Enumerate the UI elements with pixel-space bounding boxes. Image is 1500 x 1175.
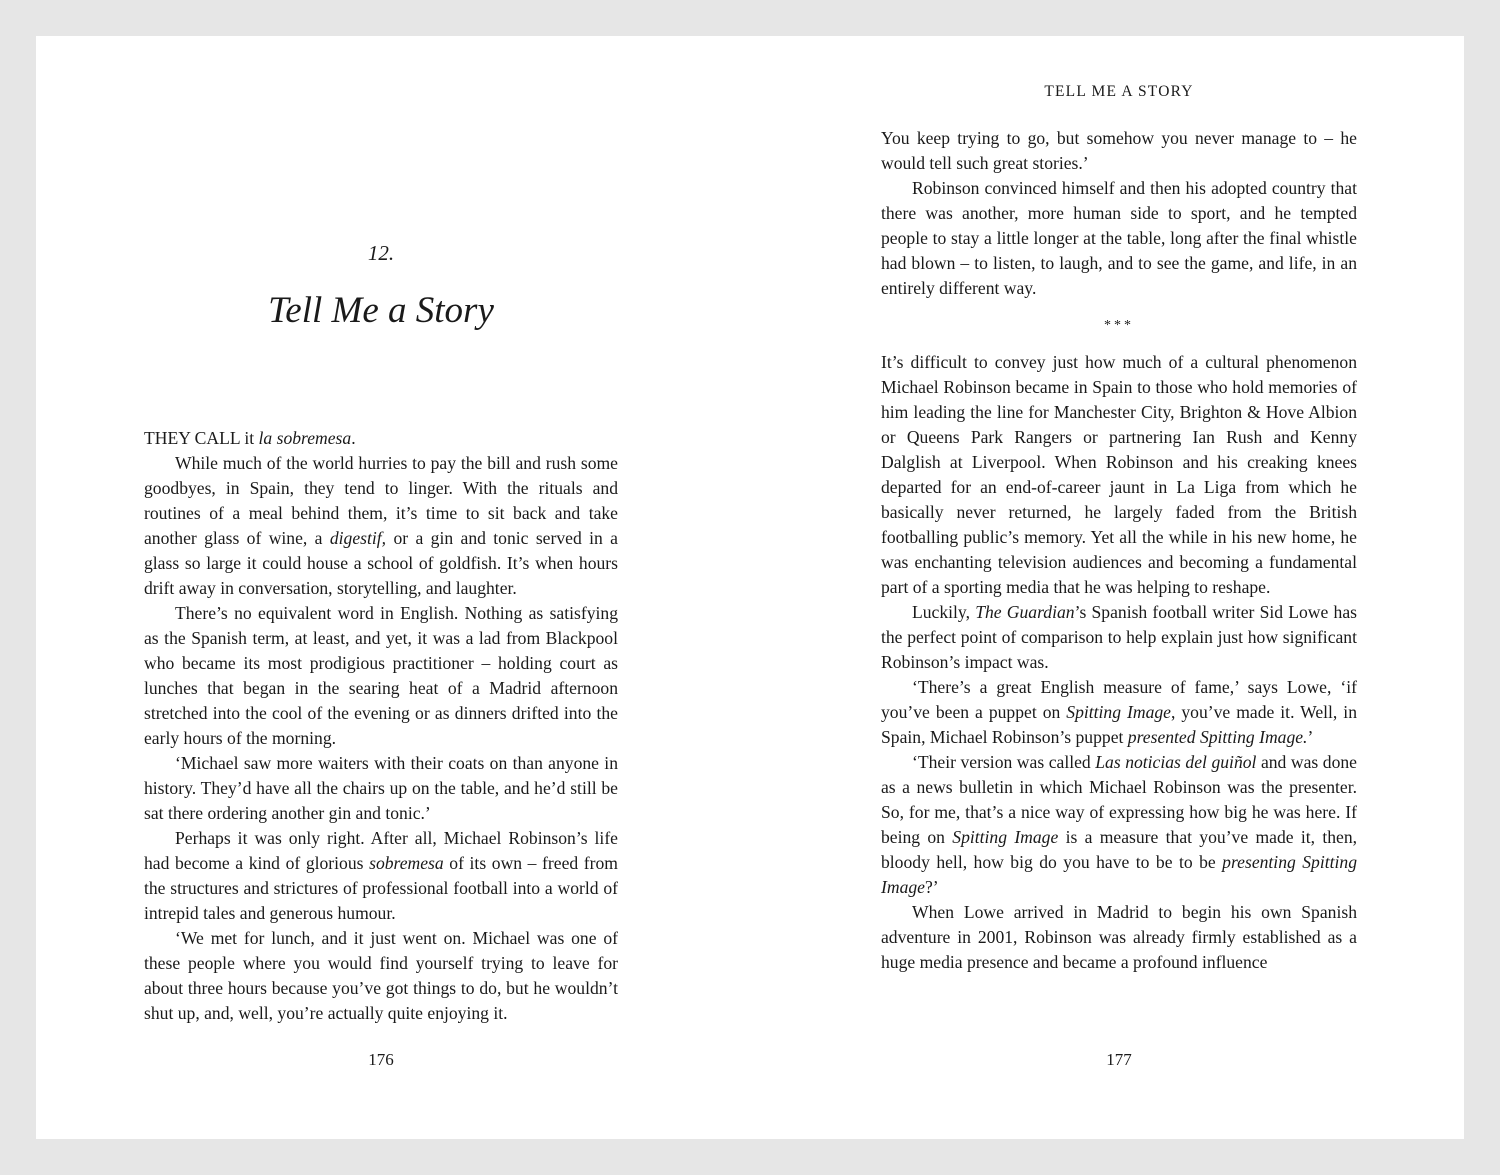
paragraph: Perhaps it was only right. After all, Michael Robinson’s life had become a kind of glorious sobremesa of its own – freed from the structures and strictures of professional football into a world of intrepid tales and generous humour. <box>144 828 618 923</box>
right-body-text-top <box>881 126 1357 301</box>
left-page <box>144 36 618 1139</box>
paragraph: It’s difficult to convey just how much of a cultural phenomenon Michael Robinson became in Spain to those who hold memories of him leading the line for Manchester City, Brighton & Hove Albion or Queens Park Rangers or partnering Ian Rush and Kenny Dalglish at Liverpool. When Robinson and his creaking knees departed for an end-of-career jaunt in La Liga from which he basically never returned, he largely faded from the British footballing public’s memory. Yet all the while in his new home, he was enchanting television audiences and becoming a fundamental part of a sporting media that he was helping to reshape. <box>881 352 1357 597</box>
chapter-title: Tell Me a Story <box>268 290 494 331</box>
paragraph: While much of the world hurries to pay the bill and rush some goodbyes, in Spain, they tend to linger. With the rituals and routines of a meal behind them, it’s time to sit back and take another glass of wine, a digestif, or a gin and tonic served in a glass so large it could house a school of goldfish. It’s when hours drift away in conversation, storytelling, and laughter. <box>144 453 618 598</box>
paragraph: When Lowe arrived in Madrid to begin his own Spanish adventure in 2001, Robinson was already firmly established as a huge media presence and became a profound influence <box>881 902 1357 972</box>
opening-paragraph: THEY CALL it la sobremesa. <box>144 428 356 448</box>
paragraph: ‘We met for lunch, and it just went on. Michael was one of these people where you would find yourself trying to leave for about three hours because you’ve got things to do, but he wouldn’t shut up, and, well, you’re actually quite enjoying it. <box>144 928 618 1023</box>
left-body-text <box>144 426 618 1026</box>
right-body-text-bottom <box>881 350 1357 975</box>
running-head: TELL ME A STORY <box>1044 83 1194 100</box>
book-spread <box>36 36 1464 1139</box>
opening-smallcaps: THEY CALL <box>144 428 240 448</box>
right-page <box>881 36 1357 1139</box>
paragraph: ‘Their version was called Las noticias del guiñol and was done as a news bulletin in which Michael Robinson was the presenter. So, for me, that’s a nice way of expressing how big he was here. If being on Spitting Image is a measure that you’ve made it, then, bloody hell, how big do you have to be to be presenting Spitting Image?’ <box>881 752 1358 897</box>
paragraph: There’s no equivalent word in English. Nothing as satisfying as the Spanish term, at least, and yet, it was a lad from Blackpool who became its most prodigious practitioner – holding court as lunches that began in the searing heat of a Madrid afternoon stretched into the cool of the evening or as dinners drifted into the early hours of the morning. <box>144 603 618 748</box>
chapter-number: 12. <box>367 241 395 265</box>
scene-break: *** <box>1104 318 1134 333</box>
paragraph: ‘There’s a great English measure of fame,’ says Lowe, ‘if you’ve been a puppet on Spitting Image, you’ve made it. Well, in Spain, Michael Robinson’s puppet presented Spitting Image.’ <box>881 677 1357 747</box>
paragraph: Robinson convinced himself and then his adopted country that there was another, more human side to sport, and he tempted people to stay a little longer at the table, long after the final whistle had blown – to listen, to laugh, and to see the game, and life, in an entirely different way. <box>881 178 1357 298</box>
page-number-right: 177 <box>1106 1050 1132 1069</box>
paragraph: Luckily, The Guardian’s Spanish football writer Sid Lowe has the perfect point of comparison to help explain just how significant Robinson’s impact was. <box>881 602 1357 672</box>
paragraph: You keep trying to go, but somehow you never manage to – he would tell such great stories.’ <box>881 128 1357 173</box>
paragraph: ‘Michael saw more waiters with their coats on than anyone in history. They’d have all the chairs up on the table, and he’d still be sat there ordering another gin and tonic.’ <box>144 753 618 823</box>
page-number-left: 176 <box>368 1050 394 1069</box>
